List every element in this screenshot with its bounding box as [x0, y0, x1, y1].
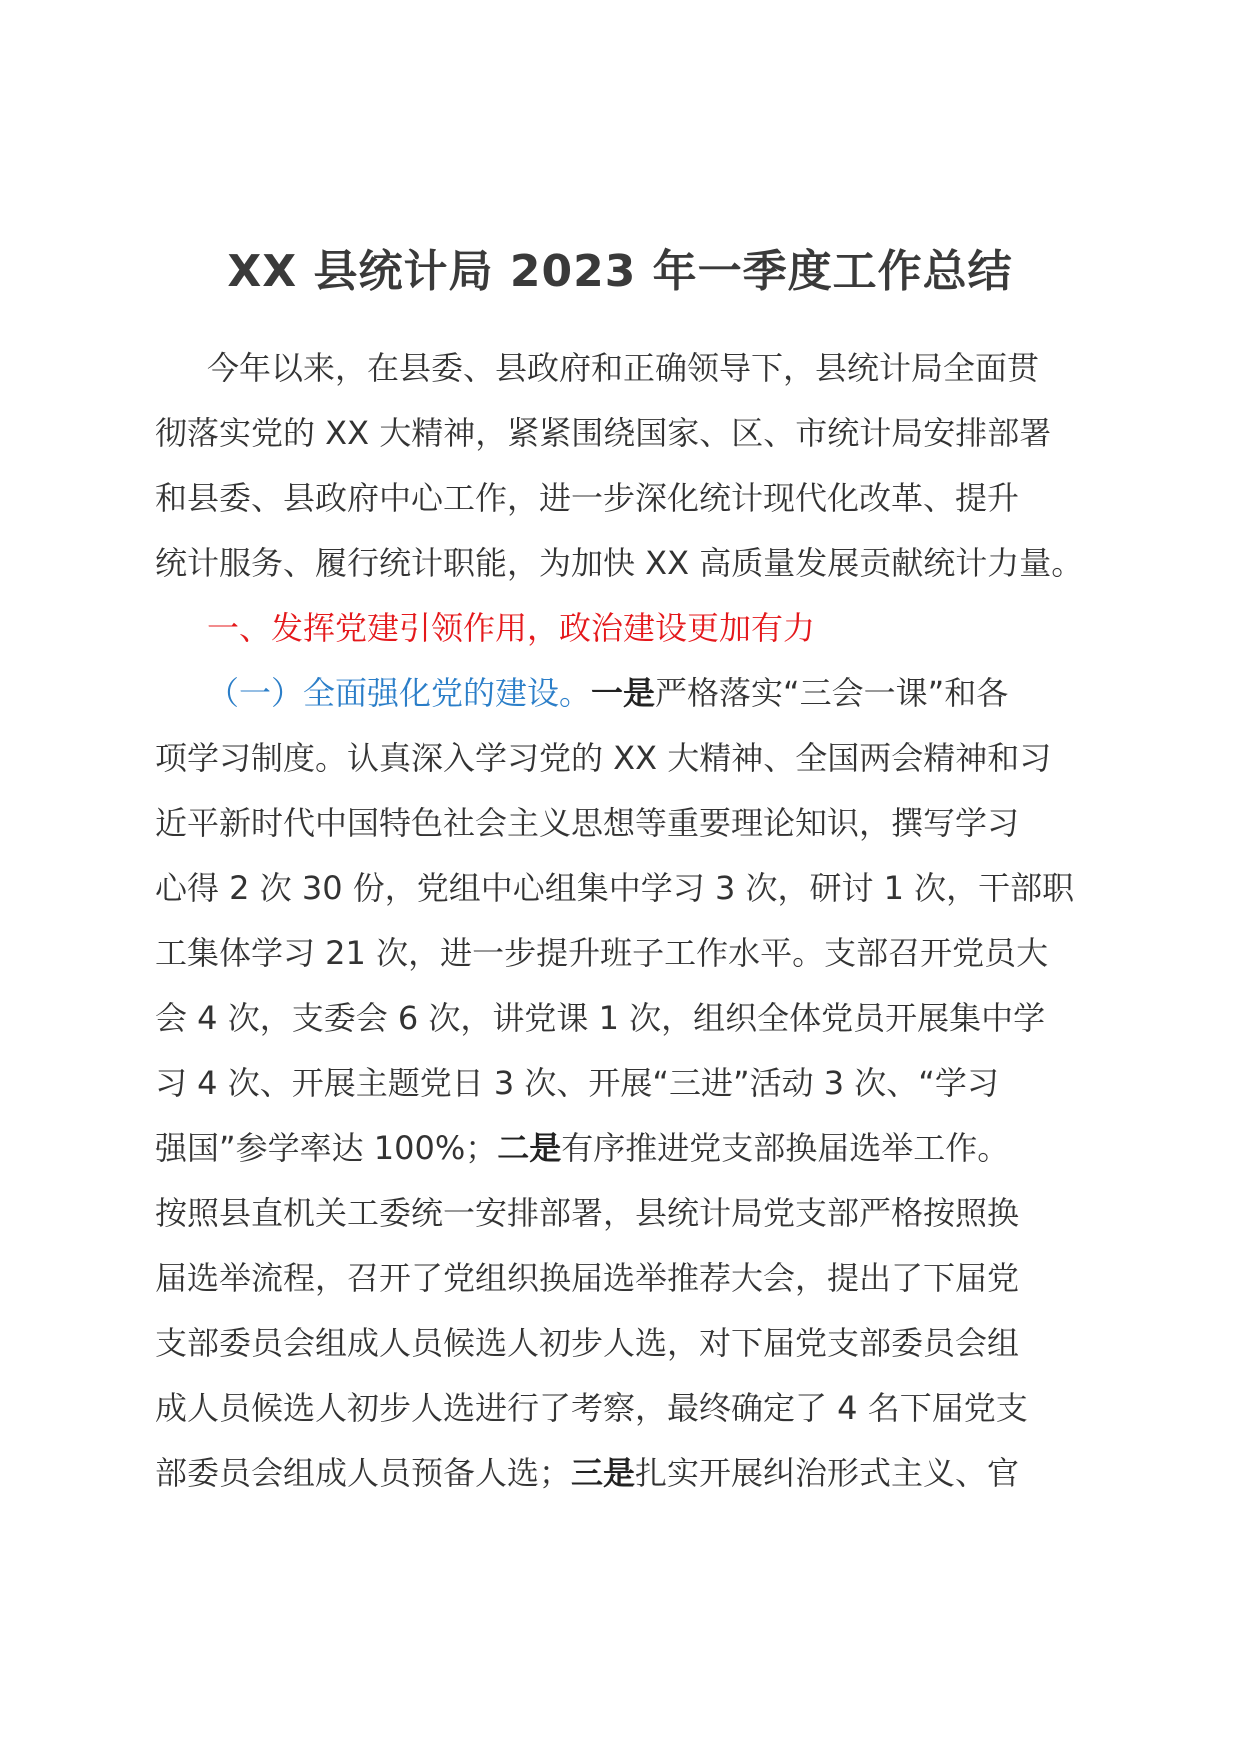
- paragraph-line: [155, 1441, 1115, 1506]
- paragraph-line: 会 4 次，支委会 6 次，讲党课 1 次，组织全体党员开展集中学: [155, 999, 1046, 1037]
- intro-line: 今年以来，在县委、县政府和正确领导下，县统计局全面贯: [207, 349, 1040, 387]
- paragraph-line: [155, 1116, 1115, 1181]
- paragraph-line: 项学习制度。认真深入学习党的 XX 大精神、全国两会精神和习: [155, 739, 1052, 777]
- ordinal-marker: 二是: [497, 1129, 562, 1167]
- paragraph-line: 心得 2 次 30 份，党组中心组集中学习 3 次，研讨 1 次，干部职: [155, 869, 1075, 907]
- subsection-heading: （一）全面强化党的建设。: [207, 674, 592, 712]
- paragraph-line: 近平新时代中国特色社会主义思想等重要理论知识，撰写学习: [155, 804, 1020, 842]
- intro-line: 统计服务、履行统计职能，为加快 XX 高质量发展贡献统计力量。: [155, 544, 1084, 582]
- paragraph-line: 成人员候选人初步人选进行了考察，最终确定了 4 名下届党支: [155, 1389, 1028, 1427]
- paragraph-text: 有序推进党支部换届选举工作。: [561, 1129, 1010, 1167]
- paragraph-text: 强国”参学率达 100%；: [155, 1129, 498, 1167]
- section-heading: 一、发挥党建引领作用，政治建设更加有力: [207, 609, 816, 647]
- paragraph-line: 按照县直机关工委统一安排部署，县统计局党支部严格按照换: [155, 1194, 1020, 1232]
- paragraph-line: 习 4 次、开展主题党日 3 次、开展“三进”活动 3 次、“学习: [155, 1064, 999, 1102]
- document-body: [155, 336, 1115, 1506]
- paragraph-text: 扎实开展纠治形式主义、官: [635, 1454, 1020, 1492]
- paragraph-line: 支部委员会组成人员候选人初步人选，对下届党支部委员会组: [155, 1324, 1020, 1362]
- paragraph-line: 届选举流程，召开了党组织换届选举推荐大会，提出了下届党: [155, 1259, 1020, 1297]
- paragraph-text: 严格落实“三会一课”和各: [655, 674, 1009, 712]
- ordinal-marker: 一是: [591, 674, 656, 712]
- intro-line: 和县委、县政府中心工作，进一步深化统计现代化改革、提升: [155, 479, 1020, 517]
- ordinal-marker: 三是: [571, 1454, 636, 1492]
- paragraph-line: [155, 661, 1115, 726]
- document-title: XX 县统计局 2023 年一季度工作总结: [227, 246, 1013, 297]
- intro-line: 彻落实党的 XX 大精神，紧紧围绕国家、区、市统计局安排部署: [155, 414, 1052, 452]
- paragraph-line: 工集体学习 21 次，进一步提升班子工作水平。支部召开党员大: [155, 934, 1049, 972]
- paragraph-text: 部委员会组成人员预备人选；: [155, 1454, 572, 1492]
